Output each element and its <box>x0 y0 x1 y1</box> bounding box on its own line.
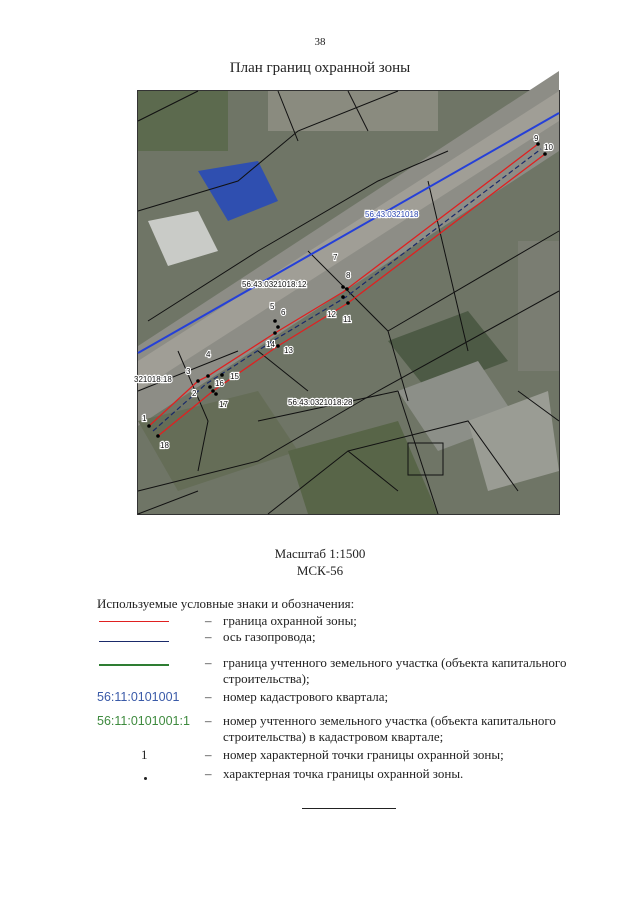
point-label: 2 <box>192 389 197 398</box>
point-label: 1 <box>142 414 147 423</box>
point-label: 11 <box>343 315 352 324</box>
point-label: 8 <box>346 271 351 280</box>
point-label: 5 <box>270 302 275 311</box>
scale-block <box>0 545 640 579</box>
point-label: 12 <box>327 310 336 319</box>
legend-title: Используемые условные знаки и обозначения: <box>97 596 355 611</box>
point-label: 3 <box>186 367 191 376</box>
legend-text: номер кадастрового квартала; <box>223 689 389 704</box>
legend-row-axis <box>97 629 597 647</box>
point-dot-symbol <box>144 777 147 780</box>
page-title: План границ охранной зоны <box>229 60 411 76</box>
point-label: 18 <box>160 441 169 450</box>
page-number: 38 <box>314 36 326 48</box>
legend-text: номер характерной точки границы охранной зоны; <box>223 747 504 762</box>
legend-dash: – <box>205 766 212 781</box>
point-number-symbol: 1 <box>141 747 148 762</box>
point-label: 13 <box>284 346 293 355</box>
point-label: 10 <box>544 143 553 152</box>
parcel-code-symbol: 56:11:0101001:1 <box>97 714 190 728</box>
legend-text: характерная точка границы охранной зоны. <box>223 766 464 781</box>
legend-dash: – <box>205 689 212 704</box>
scale-text: Масштаб 1:1500 <box>274 546 366 561</box>
quarter-code-symbol: 56:11:0101001 <box>97 690 180 704</box>
green-line-symbol <box>99 664 169 666</box>
legend-dash: – <box>205 713 212 728</box>
parcel-label-12: 56:43:0321018:12 <box>242 280 307 289</box>
legend-row-parcel <box>97 655 597 689</box>
point-label: 6 <box>281 308 286 317</box>
point-label: 7 <box>333 253 338 262</box>
map-image <box>134 90 560 515</box>
point-label: 14 <box>266 340 275 349</box>
point-label: 4 <box>206 350 211 359</box>
point-label: 16 <box>215 379 224 388</box>
legend-text: граница охранной зоны; <box>223 613 357 628</box>
red-line-symbol <box>99 621 169 622</box>
parcel-label-28: 56:43:0321018:28 <box>288 398 353 407</box>
point-label: 17 <box>219 400 228 409</box>
legend-text: ось газопровода; <box>223 629 316 644</box>
legend-row-point-number <box>97 747 597 765</box>
quarter-label: 56:43:0321018 <box>365 210 419 219</box>
legend-row-quarter <box>97 689 597 707</box>
parcel-label-18: 321018:18 <box>134 375 172 384</box>
legend-text: граница учтенного земельного участка (объекта капитального строительства); <box>223 655 567 686</box>
legend-row-parcel-number <box>97 713 597 747</box>
footer-divider <box>302 808 396 809</box>
coordinate-system: МСК-56 <box>296 563 344 578</box>
legend-dash: – <box>205 655 212 670</box>
point-label: 15 <box>230 372 239 381</box>
axis-line-symbol <box>99 641 169 642</box>
legend-dash: – <box>205 613 212 628</box>
legend-row-point <box>97 766 597 784</box>
legend-text: номер учтенного земельного участка (объекта капитального строительства) в кадастровом квартале; <box>223 713 556 744</box>
legend-dash: – <box>205 747 212 762</box>
legend-dash: – <box>205 629 212 644</box>
point-label: 9 <box>534 134 539 143</box>
